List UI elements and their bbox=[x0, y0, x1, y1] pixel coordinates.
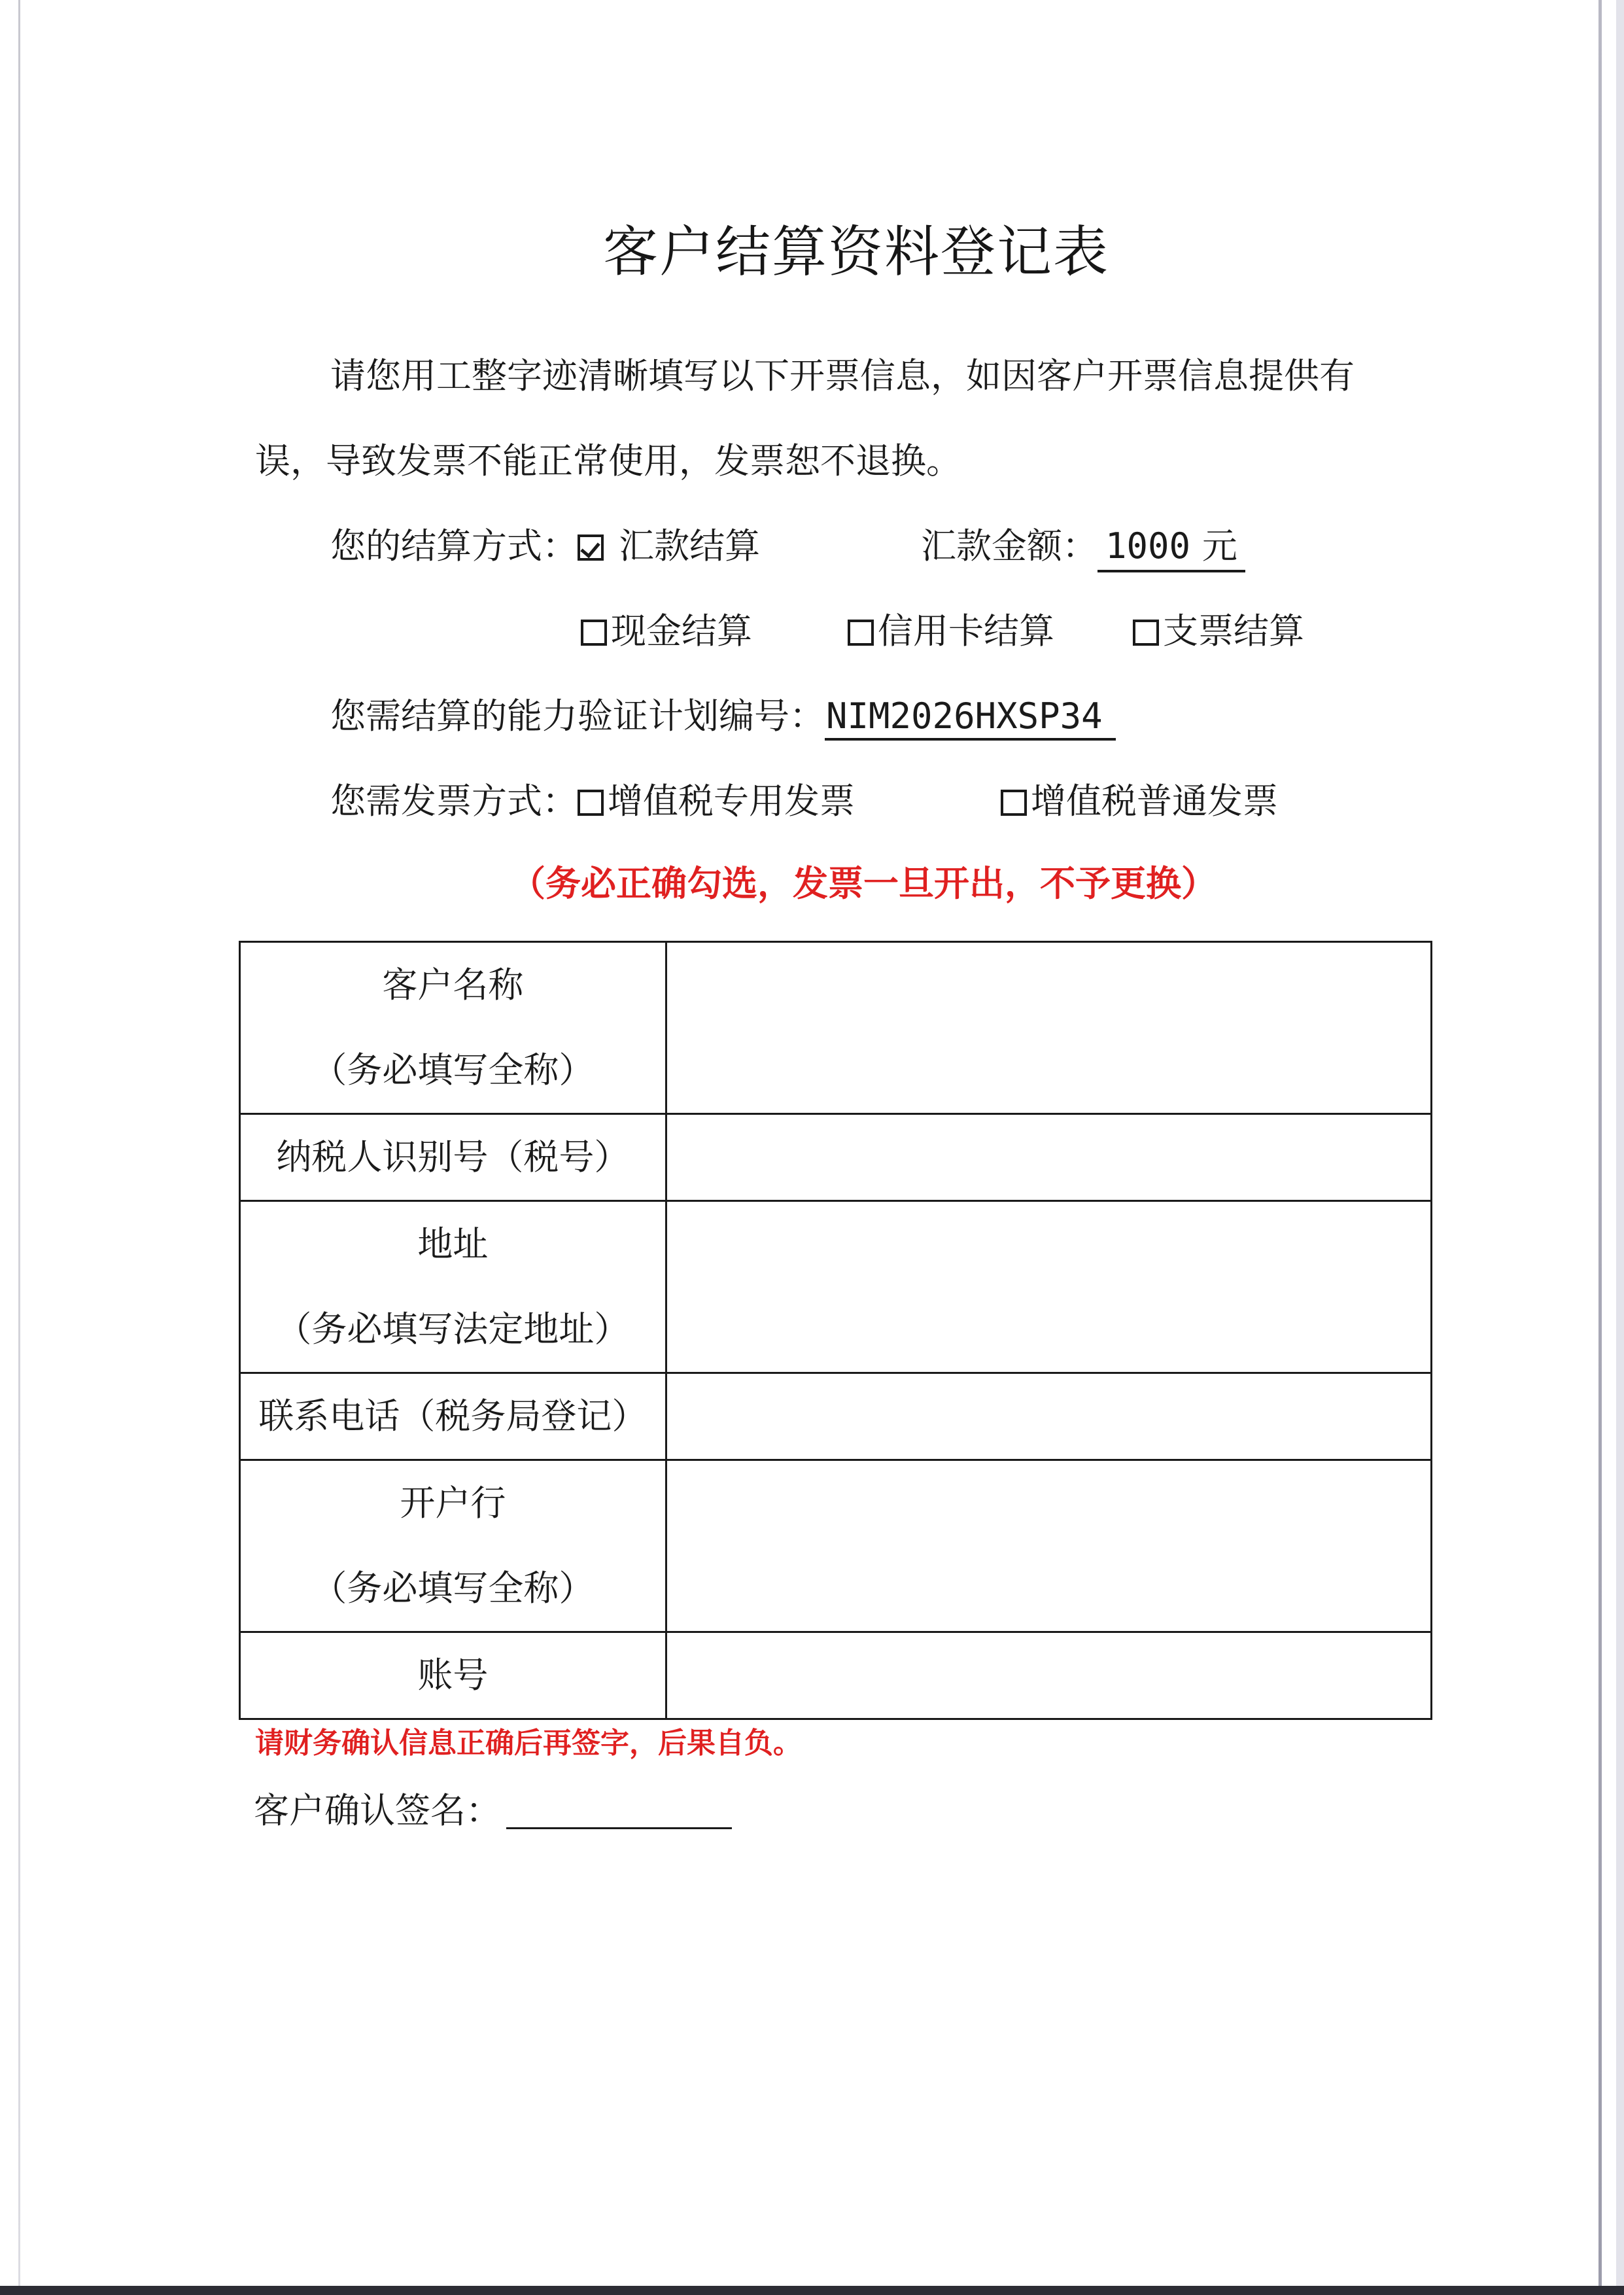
option-credit-card bbox=[848, 603, 1054, 654]
warning-text: （务必正确勾选，发票一旦开出，不予更换） bbox=[510, 863, 1217, 904]
table-row bbox=[240, 1460, 1432, 1632]
option-check-label: 支票结算 bbox=[1163, 610, 1304, 652]
signature-field[interactable] bbox=[506, 1795, 732, 1829]
scan-edge-right bbox=[1598, 0, 1602, 2295]
table-row bbox=[240, 942, 1432, 1114]
option-cash-label: 现金结算 bbox=[611, 610, 752, 652]
checkbox-vat-general[interactable] bbox=[1001, 790, 1027, 816]
option-vat-general bbox=[1001, 773, 1278, 824]
bank-field[interactable] bbox=[666, 1460, 1431, 1632]
row-label-account: 账号 bbox=[240, 1632, 666, 1719]
intro-line-2: 误，导致发票不能正常使用，发票恕不退换。 bbox=[255, 440, 961, 482]
invoice-row bbox=[330, 773, 855, 824]
amount-field[interactable] bbox=[1097, 518, 1245, 572]
option-vat-special-label: 增值税专用发票 bbox=[608, 780, 855, 822]
row-label-phone: 联系电话（税务局登记） bbox=[240, 1373, 666, 1460]
settlement-label: 您的结算方式： bbox=[330, 525, 578, 567]
address-field[interactable] bbox=[666, 1201, 1431, 1373]
row-label-tax-id: 纳税人识别号（税号） bbox=[240, 1114, 666, 1201]
option-cash bbox=[581, 603, 752, 654]
checkbox-credit-card[interactable] bbox=[848, 620, 874, 646]
scan-edge-left bbox=[18, 0, 20, 2295]
intro-line-1: 请您用工整字迹清晰填写以下开票信息，如因客户开票信息提供有 bbox=[330, 355, 1355, 396]
amount-value: 1000 bbox=[1105, 525, 1191, 567]
amount-label: 汇款金额： bbox=[921, 525, 1097, 567]
scan-edge-bottom bbox=[0, 2286, 1624, 2295]
tax-id-field[interactable] bbox=[666, 1114, 1431, 1201]
page-title: 客户结算资料登记表 bbox=[602, 220, 1109, 284]
signature-row bbox=[254, 1783, 732, 1833]
option-remittance-label: 汇款结算 bbox=[619, 525, 761, 567]
signature-label: 客户确认签名： bbox=[254, 1790, 501, 1831]
amount-row bbox=[921, 518, 1245, 572]
row-label-address: 地址 （务必填写法定地址） bbox=[240, 1201, 666, 1373]
invoice-label: 您需发票方式： bbox=[330, 780, 578, 822]
checkbox-vat-special[interactable] bbox=[578, 790, 604, 816]
table-row bbox=[240, 1373, 1432, 1460]
checkbox-cash[interactable] bbox=[581, 620, 607, 646]
account-field[interactable] bbox=[666, 1632, 1431, 1719]
table-row bbox=[240, 1114, 1432, 1201]
option-credit-card-label: 信用卡结算 bbox=[878, 610, 1054, 652]
option-check bbox=[1133, 603, 1304, 654]
billing-info-table bbox=[239, 941, 1432, 1720]
table-row bbox=[240, 1201, 1432, 1373]
settlement-row-1 bbox=[330, 518, 760, 569]
plan-label: 您需结算的能力验证计划编号： bbox=[330, 695, 825, 737]
table-row bbox=[240, 1632, 1432, 1719]
finance-note: 请财务确认信息正确后再签字，后果自负。 bbox=[255, 1726, 802, 1760]
plan-row bbox=[330, 688, 1116, 741]
checkbox-check[interactable] bbox=[1133, 620, 1159, 646]
option-vat-general-label: 增值税普通发票 bbox=[1031, 780, 1278, 822]
customer-name-field[interactable] bbox=[666, 942, 1431, 1114]
checkbox-remittance[interactable] bbox=[578, 534, 604, 561]
phone-field[interactable] bbox=[666, 1373, 1431, 1460]
amount-unit: 元 bbox=[1201, 525, 1237, 567]
row-label-bank: 开户行 （务必填写全称） bbox=[240, 1460, 666, 1632]
plan-number-field[interactable]: NIM2026HXSP34 bbox=[825, 695, 1116, 741]
row-label-customer-name: 客户名称 （务必填写全称） bbox=[240, 942, 666, 1114]
scan-edge-right-outer bbox=[1616, 0, 1624, 2295]
